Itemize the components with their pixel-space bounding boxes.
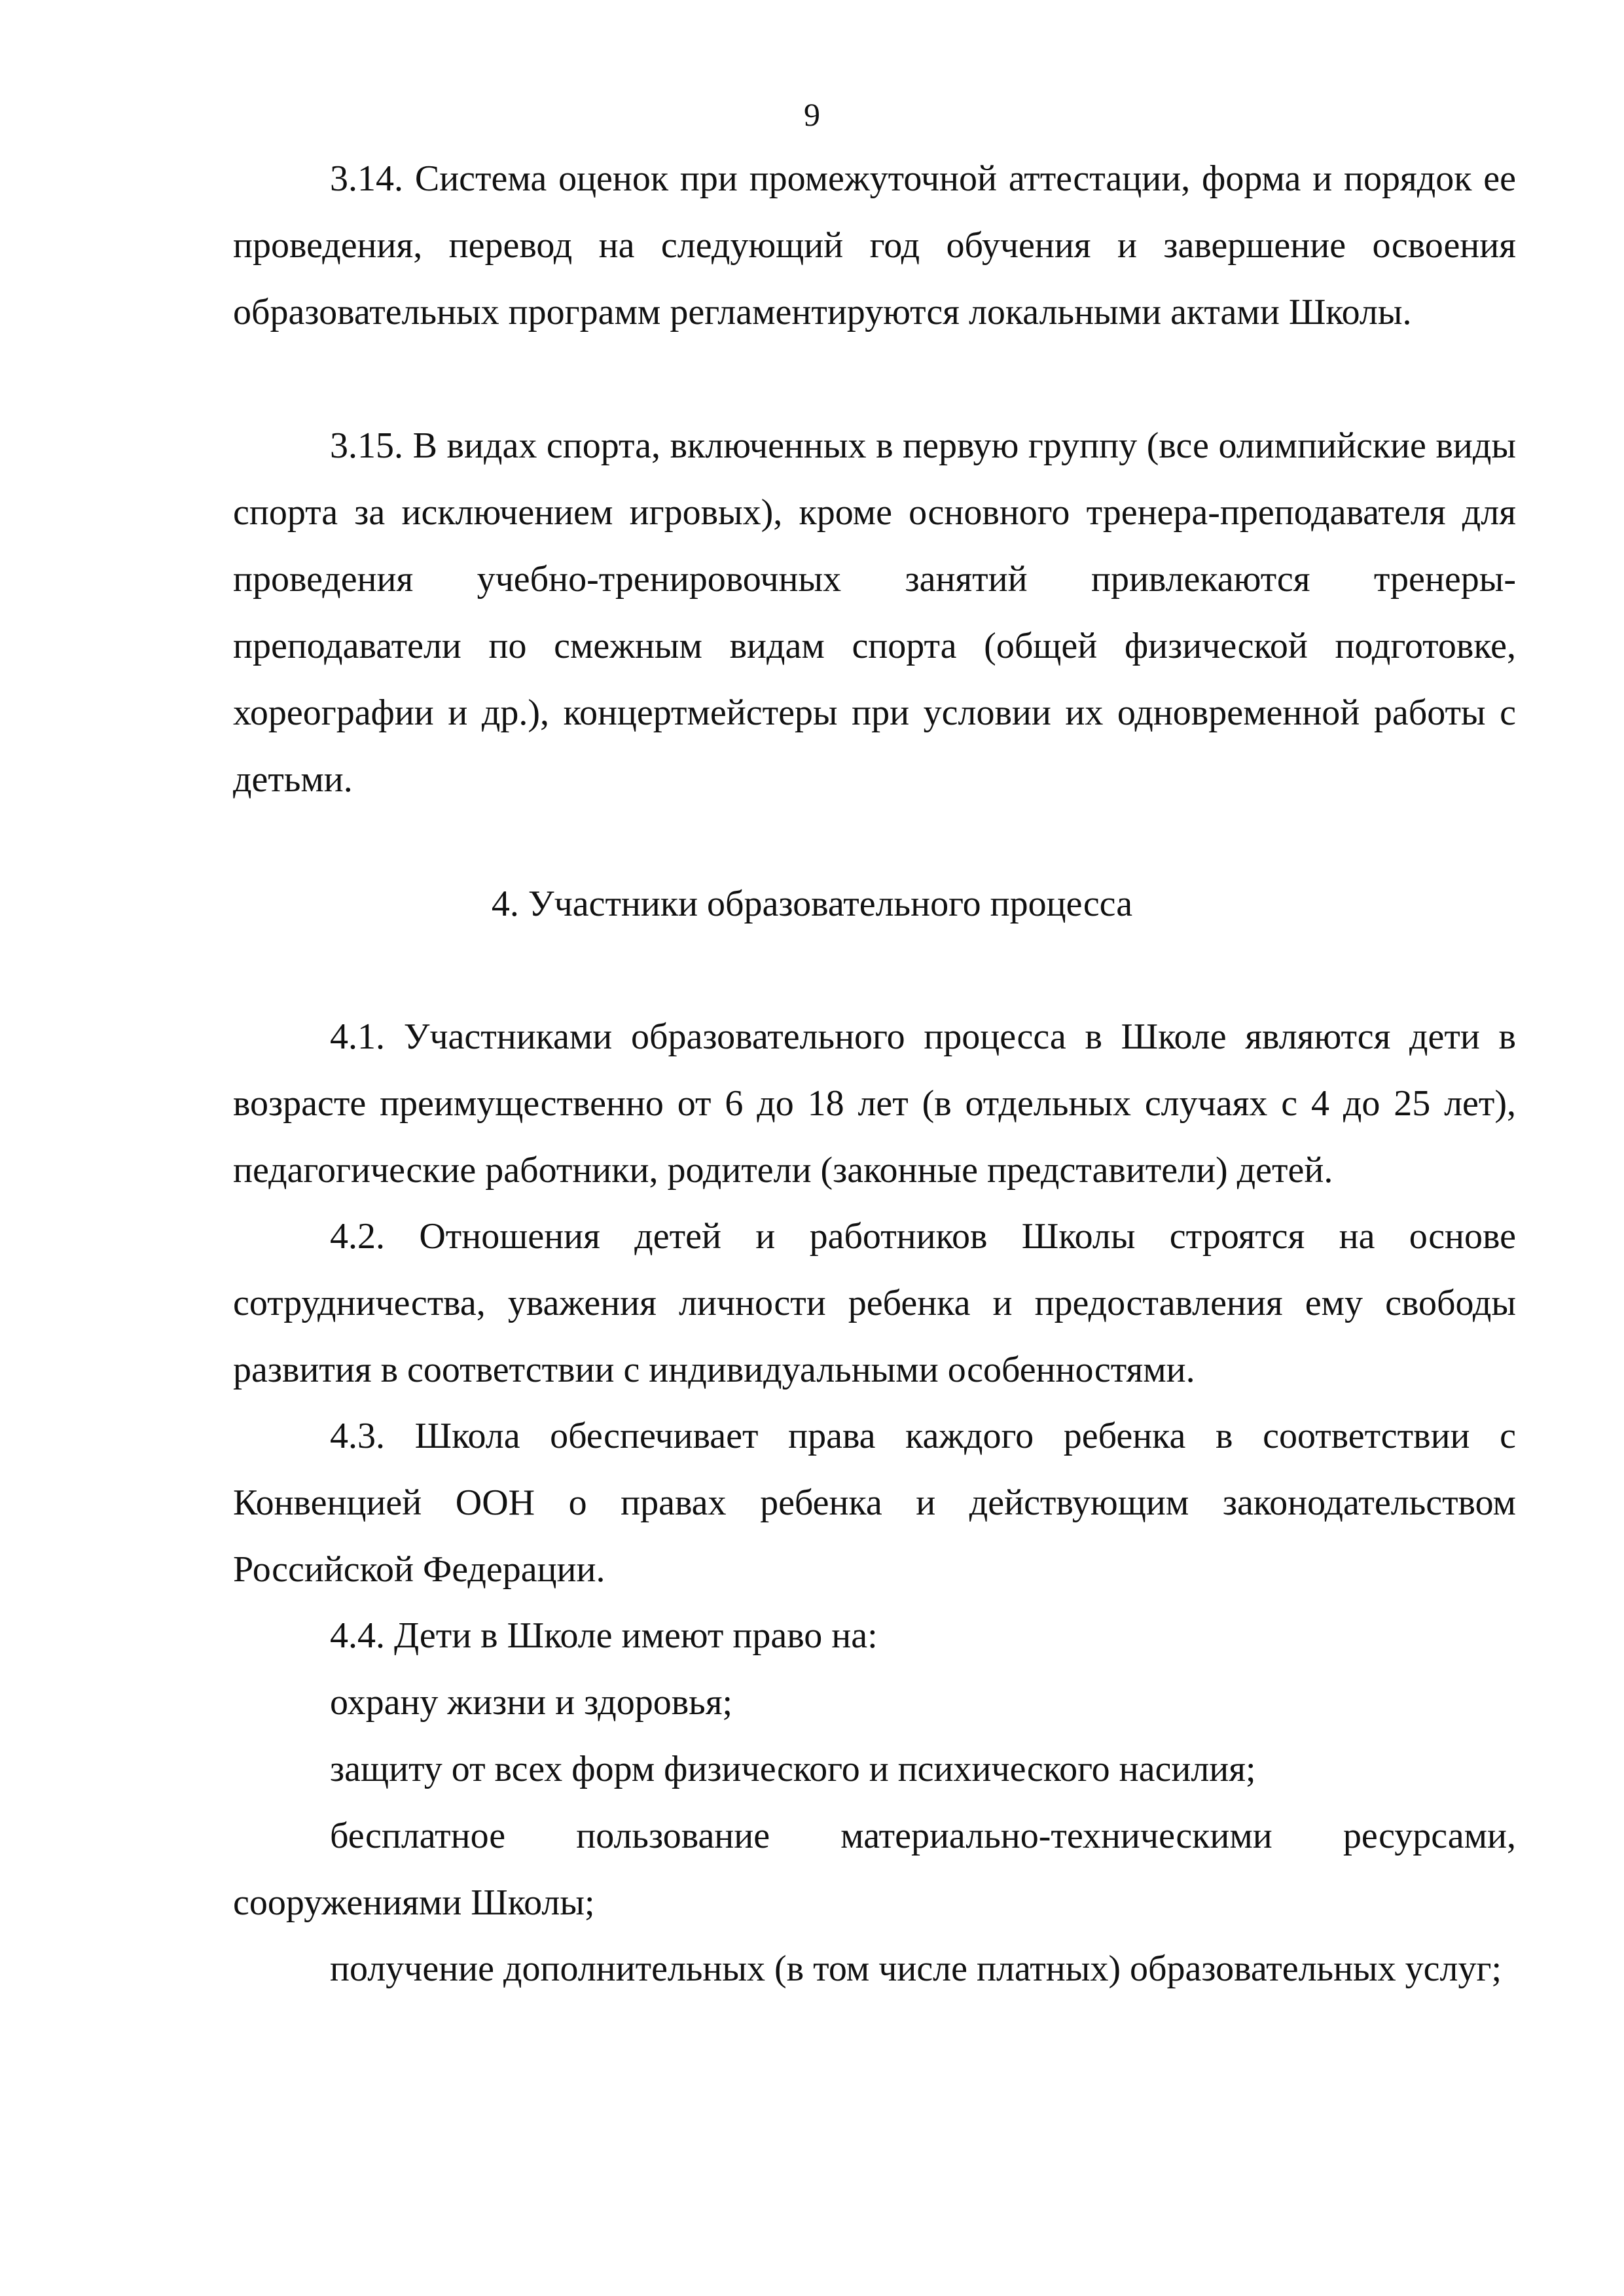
list-item: бесплатное пользование материально-техническими ресурсами, сооружениями Школы; xyxy=(233,1816,1516,1923)
page-number: 9 xyxy=(804,96,820,133)
section-heading: 4. Участники образовательного процесса xyxy=(491,884,1133,924)
paragraph-4-1: 4.1. Участниками образовательного процесса в Школе являются дети в возрасте преимущественно от 6 до 18 лет (в отдельных случаях с 4 до 25 лет), педагогические работники, родители (законные представители) детей. xyxy=(233,1016,1516,1191)
paragraph-4-2: 4.2. Отношения детей и работников Школы строятся на основе сотрудничества, уважения личности ребенка и предоставления ему свободы развития в соответствии с индивидуальными особенностями. xyxy=(233,1216,1516,1390)
paragraph-4-4: 4.4. Дети в Школе имеют право на: xyxy=(330,1615,878,1656)
paragraph-3-14: 3.14. Система оценок при промежуточной аттестации, форма и порядок ее проведения, перевод на следующий год обучения и завершение освоения образовательных программ регламентируются локальными актами Школы. xyxy=(233,158,1516,332)
paragraph-3-15: 3.15. В видах спорта, включенных в первую группу (все олимпийские виды спорта за исключением игровых), кроме основного тренера-преподавателя для проведения учебно-тренировочных занятий привлекаются тренеры-преподаватели по смежным видам спорта (общей физической подготовке, хореографии и др.), концертмейстеры при условии их одновременной работы с детьми. xyxy=(233,425,1516,800)
list-item: получение дополнительных (в том числе платных) образовательных услуг; xyxy=(330,1948,1502,1989)
paragraph-4-3: 4.3. Школа обеспечивает права каждого ребенка в соответствии с Конвенцией ООН о правах ребенка и действующим законодательством Российской Федерации. xyxy=(233,1416,1516,1590)
list-item: охрану жизни и здоровья; xyxy=(330,1682,733,1723)
list-item: защиту от всех форм физического и психического насилия; xyxy=(330,1749,1256,1789)
